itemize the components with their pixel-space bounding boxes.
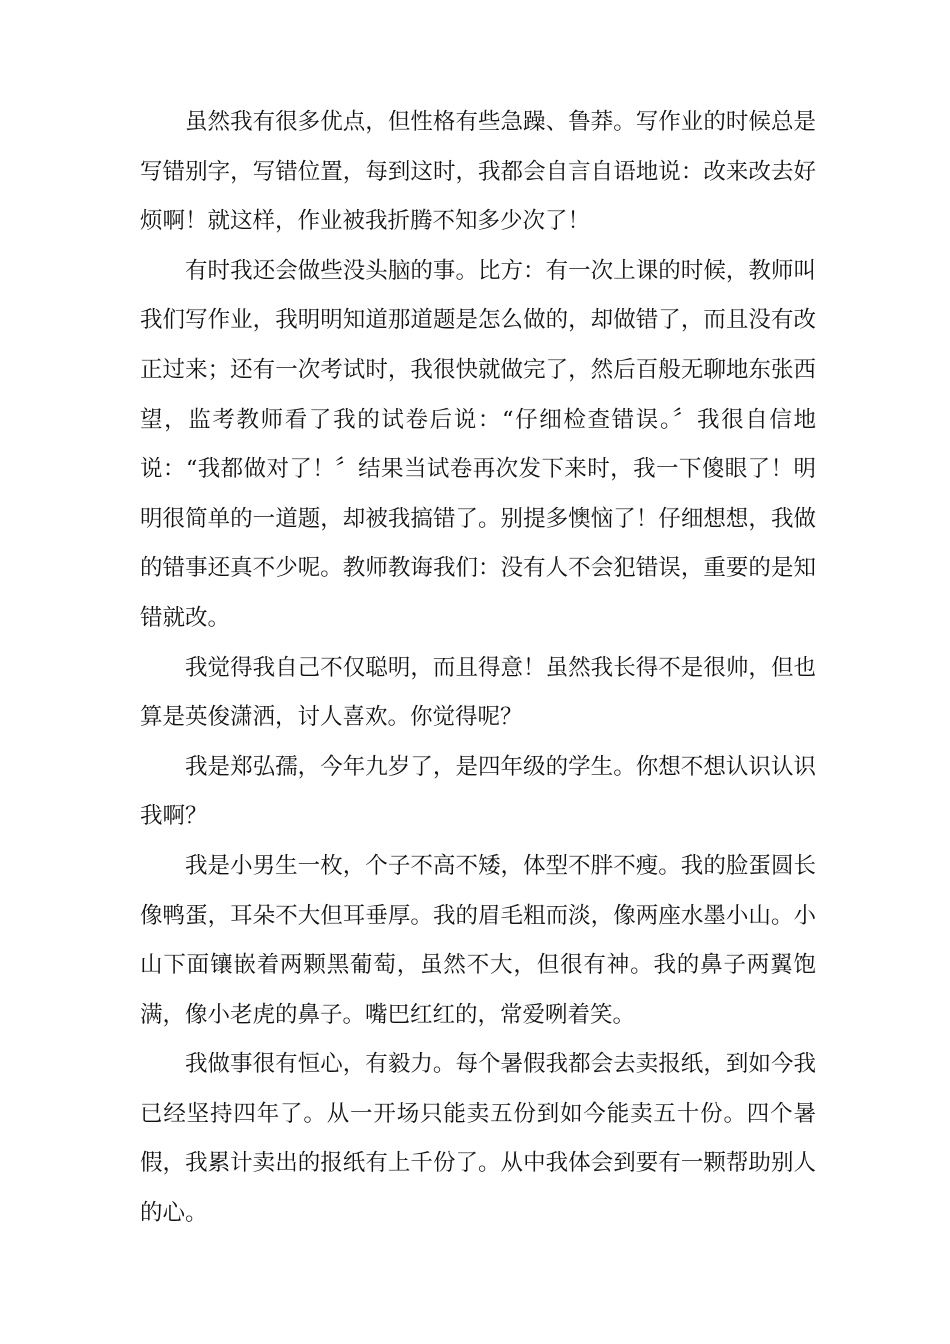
paragraph-introduction: 我是郑弘孺，今年九岁了，是四年级的学生。你想不想认识认识我啊？ [140, 753, 816, 830]
paragraph-careless-mistakes: 有时我还会做些没头脑的事。比方：有一次上课的时候，教师叫我们写作业，我明明知道那道题是怎么做的，却做错了，而且没有改正过来；还有一次考试时，我很快就做完了，然后百般无聊地东张西望，监考教师看了我的试卷后说：“仔细检查错误。〞我很自信地说：“我都做对了！〞结果当试卷再次发下来时，我一下傻眼了！明明很简单的一道题，却被我搞错了。别提多懊恼了！仔细想想，我做的错事还真不少呢。教师教诲我们：没有人不会犯错误，重要的是知错就改。 [140, 257, 816, 631]
paragraph-shortcomings: 虽然我有很多优点，但性格有些急躁、鲁莽。写作业的时候总是写错别字，写错位置，每到这时，我都会自言自语地说：改来改去好烦啊！就这样，作业被我折腾不知多少次了！ [140, 109, 816, 235]
document-page [140, 98, 816, 1239]
paragraph-perseverance: 我做事很有恒心，有毅力。每个暑假我都会去卖报纸，到如今我已经坚持四年了。从一开场只能卖五份到如今能卖五十份。四个暑假，我累计卖出的报纸有上千份了。从中我体会到要有一颗帮助别人的心。 [140, 1051, 816, 1227]
paragraph-appearance: 我是小男生一枚，个子不高不矮，体型不胖不瘦。我的脸蛋圆长像鸭蛋，耳朵不大但耳垂厚。我的眉毛粗而淡，像两座水墨小山。小山下面镶嵌着两颗黑葡萄，虽然不大，但很有神。我的鼻子两翼饱满，像小老虎的鼻子。嘴巴红红的，常爱咧着笑。 [140, 852, 816, 1028]
paragraph-self-opinion: 我觉得我自己不仅聪明，而且得意！虽然我长得不是很帅，但也算是英俊潇洒，讨人喜欢。你觉得呢？ [140, 654, 816, 731]
